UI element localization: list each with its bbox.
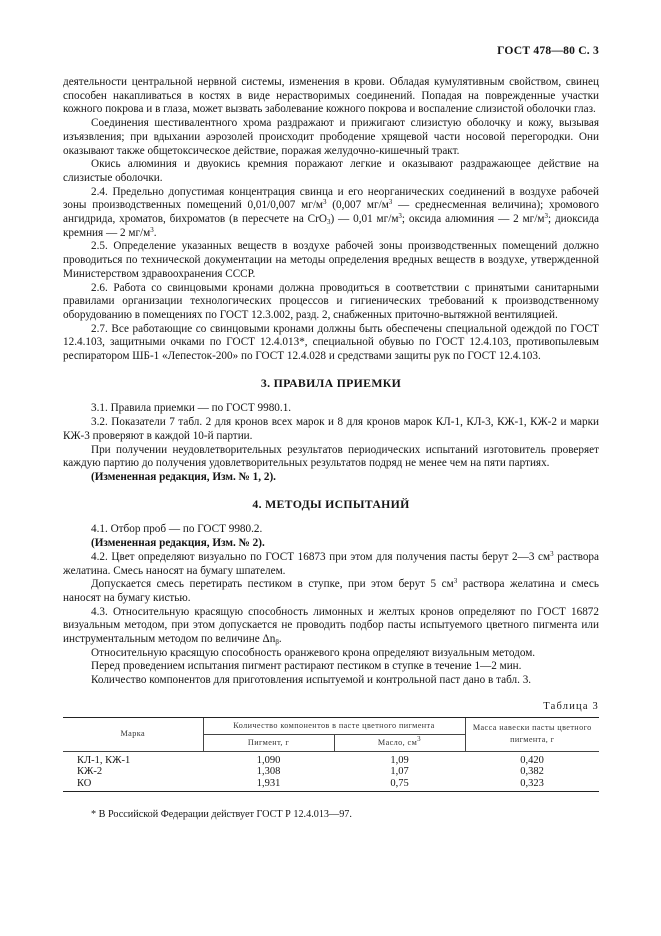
footnote-marker: *	[299, 336, 305, 349]
col-header-mark: Марка	[63, 717, 203, 751]
paragraph-chromium: Соединения шестивалентного хрома раздражают и прижигают слизистую оболочку и кожу, вызывая изъязвления; при вдыхании аэрозолей происходит прободение хрящевой части носовой перегородки. Они оказывают также общетоксическое действие, поражая желудочно-кишечный тракт.	[63, 117, 599, 157]
amendment-note-3: (Измененная редакция, Изм. № 1, 2).	[91, 470, 276, 483]
section-3-title: 3. ПРАВИЛА ПРИЕМКИ	[260, 375, 402, 390]
table-row: КО 1,931 0,75 0,323	[63, 778, 599, 792]
paragraph-4-2: 4.2. Цвет определяют визуально по ГОСТ 16873 при этом для получения пасты берут 2—3 $см^3$ раствора желатина. Смесь наносят на бумагу шпателем.	[63, 549, 599, 577]
paragraph-grinding: Перед проведением испытания пигмент растирают пестиком в ступке в течение 1—2 мин.	[91, 660, 522, 673]
table-row: КЛ-1, КЖ-1 1,090 1,09 0,420	[77, 754, 544, 766]
col-header-mass: Масса навески пасты цветного пигмента, г	[465, 717, 599, 751]
paragraph-intro-1: деятельности центральной нервной системы, изменения в крови. Обладая кумулятивным свойством, свинец способен накапливаться в костях в виде нерастворимых соединений. Попадая на поврежденные участки кожного покрова и в глаза, может вызвать заболевание кожного покрова и воспаление слизистой оболочки глаз.	[63, 76, 599, 116]
paragraph-3-1: 3.1. Правила приемки — по ГОСТ 9980.1.	[91, 402, 292, 415]
col-header-oil: Масло, $см^3$	[334, 734, 465, 751]
table-3-label: Таблица 3	[543, 700, 599, 712]
paragraph-2-6: 2.6. Работа со свинцовыми кронами должна проводиться в соответствии с принятыми санитарными правилами организации технологических процессов и гигиенических требований к производственному оборудованию в помещениях по ГОСТ 12.3.002, разд. 2, снабженных приточно-вытяжной вентиляцией.	[63, 281, 599, 321]
paragraph-4-1: 4.1. Отбор проб — по ГОСТ 9980.2.	[91, 523, 263, 536]
paragraph-orange: Относительную красящую способность оранжевого крона определяют визуальным методом.	[91, 646, 536, 659]
table-row: КЖ-2 1,308 1,07 0,382	[77, 766, 544, 778]
col-header-pigment: Пигмент, г	[203, 734, 334, 751]
paragraph-3-2: 3.2. Показатели 7 табл. 2 для кронов всех марок и 8 для кронов марок КЛ-1, КЛ-3, КЖ-1, КЖ-2 и марки КЖ-3 проверяют в каждой 10-й партии.	[63, 416, 599, 442]
paragraph-4-2-cont: Допускается смесь перетирать пестиком в ступке, при этом берут 5 $см^3$ раствора желатина и смесь наносят на бумагу кистью.	[63, 577, 599, 604]
paragraph-alumina: Окись алюминия и двуокись кремния поражают легкие и оказывают раздражающее действие на слизистые оболочки.	[63, 158, 599, 184]
col-header-group: Количество компонентов в пасте цветного пигмента	[203, 717, 465, 734]
paragraph-table-ref: Количество компонентов для приготовления испытуемой и контрольной паст дано в табл. 3.	[91, 674, 532, 687]
footnote: * В Российской Федерации действует ГОСТ Р 12.4.013—97.	[91, 809, 352, 820]
page-header: ГОСТ 478—80 С. 3	[497, 44, 599, 57]
paragraph-4-3: 4.3. Относительную красящую способность лимонных и желтых кронов определяют по ГОСТ 16872 визуальным методом, при этом допускается не проводить подбор пасты испытуемого цветного пигмента или инструментальным методом по величине $\Delta n_\beta$.	[63, 605, 599, 647]
section-4-title: 4. МЕТОДЫ ИСПЫТАНИЙ	[252, 496, 410, 511]
paragraph-2-5: 2.5. Определение указанных веществ в воздухе рабочей зоны производственных помещений должно проводиться по технической документации на методы определения вредных веществ в воздухе, утвержденной Министерством здравоохранения СССР.	[63, 240, 599, 280]
paragraph-3-2-cont: При получении неудовлетворительных результатов периодических испытаний изготовитель проверяет каждую партию до получения удовлетворительных результатов подряд не менее чем на пяти партиях.	[63, 443, 599, 470]
paragraph-2-4: 2.4. Предельно допустимая концентрация свинца и его неорганических соединений в воздухе рабочей зоны производственных помещений 0,01/0,007 $мг/м^3$ (0,007 $мг/м^3$ — среднесменная величина); хромового ангидрида, хроматов, бихроматов (в пересчете на CrO$_3$) — 0,01 $мг/м^3$; оксида алюминия — 2 $мг/м^3$; диоксида кремния — 2 $мг/м^3$.	[63, 185, 599, 239]
table-3	[63, 717, 599, 793]
body-text	[63, 76, 599, 792]
paragraph-2-7: 2.7. Все работающие со свинцовыми кронами должны быть обеспечены специальной одеждой по ГОСТ 12.4.103, защитными очками по ГОСТ 12.4.013*, специальной обувью по ГОСТ 12.4.103, противопылевым респиратором ШБ-1 «Лепесток-200» по ГОСТ 12.4.028 и средствами защиты рук по ГОСТ 12.4.103.	[63, 322, 599, 363]
amendment-note-4-1: (Измененная редакция, Изм. № 2).	[91, 537, 265, 550]
